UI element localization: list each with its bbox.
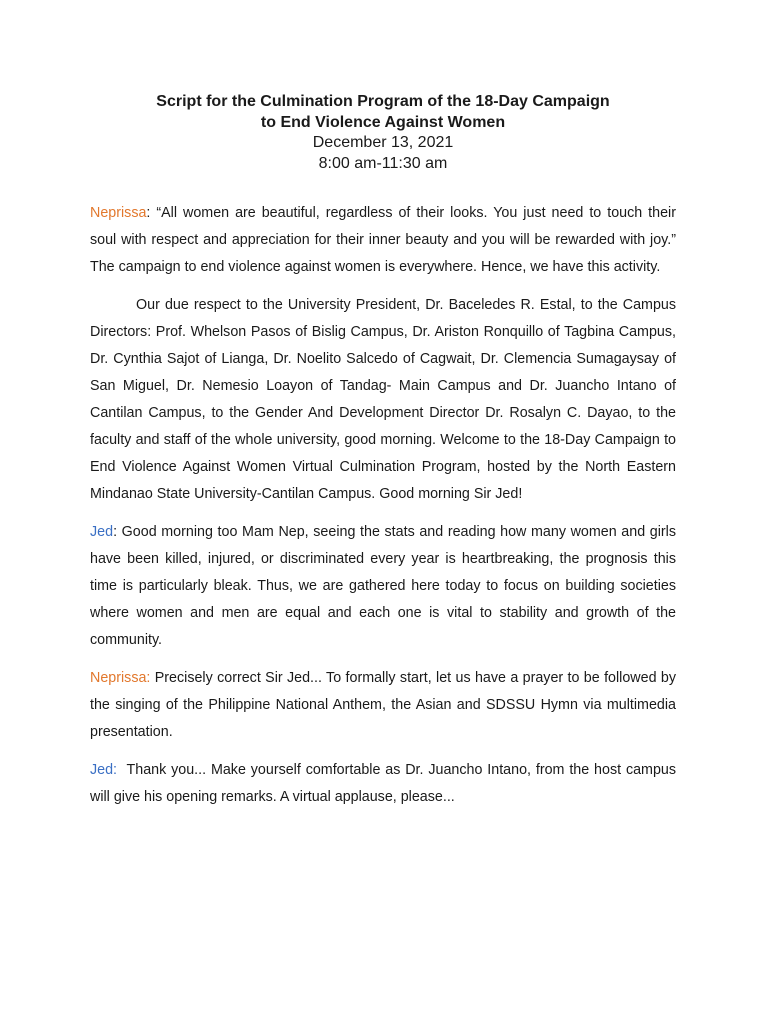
script-paragraph (90, 519, 676, 654)
script-paragraph (90, 665, 676, 746)
speaker-label-neprissa: Neprissa: (90, 670, 151, 686)
paragraph-text: Precisely correct Sir Jed... To formally start, let us have a prayer to be followed by the singing of the Philippine National Anthem, the Asian and SDSSU Hymn via multimedia presentation. (90, 670, 676, 740)
paragraph-text: “All women are beautiful, regardless of their looks. You just need to touch their soul with respect and appreciation for their inner beauty and you will be rewarded with joy.” The campaign to end violence against women is everywhere. Hence, we have this activity. (90, 205, 676, 275)
speaker-label-neprissa: Neprissa (90, 205, 147, 221)
speaker-label-jed: Jed: (90, 762, 118, 778)
speaker-label-jed: Jed (90, 524, 114, 540)
paragraph-text: Our due respect to the University President, Dr. Baceledes R. Estal, to the Campus Directors: Prof. Whelson Pasos of Bislig Campus, Dr. Ariston Ronquillo of Tagbina Campus, Dr. Cynthia Sajot of Lianga, Dr. Noelito Salcedo of Cagwait, Dr. Clemencia Sumagaysay of San Miguel, Dr. Nemesio Loayon of Tandag- Main Campus and Dr. Juancho Intano of Cantilan Campus, to the Gender And Development Director Dr. Rosalyn C. Dayao, to the faculty and staff of the whole university, good morning. Welcome to the 18-Day Campaign to End Violence Against Women Virtual Culmination Program, hosted by the North Eastern Mindanao State University-Cantilan Campus. Good morning Sir Jed! (90, 297, 676, 502)
script-paragraph (90, 757, 676, 811)
script-paragraph (90, 292, 676, 508)
event-date: December 13, 2021 (312, 134, 454, 151)
speaker-separator: : (146, 205, 157, 221)
speaker-separator: : (113, 524, 122, 540)
script-paragraph (90, 200, 676, 281)
event-time: 8:00 am-11:30 am (318, 154, 448, 172)
document-title-line-2: to End Violence Against Women (260, 113, 506, 131)
speaker-separator (117, 762, 126, 778)
paragraph-text: Thank you... Make yourself comfortable as Dr. Juancho Intano, from the host campus will give his opening remarks. A virtual applause, please... (90, 762, 677, 805)
paragraph-text: Good morning too Mam Nep, seeing the stats and reading how many women and girls have been killed, injured, or discriminated every year is heartbreaking, the prognosis this time is particularly bleak. Thus, we are gathered here today to focus on building societies where women and men are equal and each one is vital to stability and growth of the community. (90, 524, 676, 648)
document-header (90, 92, 676, 174)
document-title-line-1: Script for the Culmination Program of the 18-Day Campaign (156, 93, 610, 110)
